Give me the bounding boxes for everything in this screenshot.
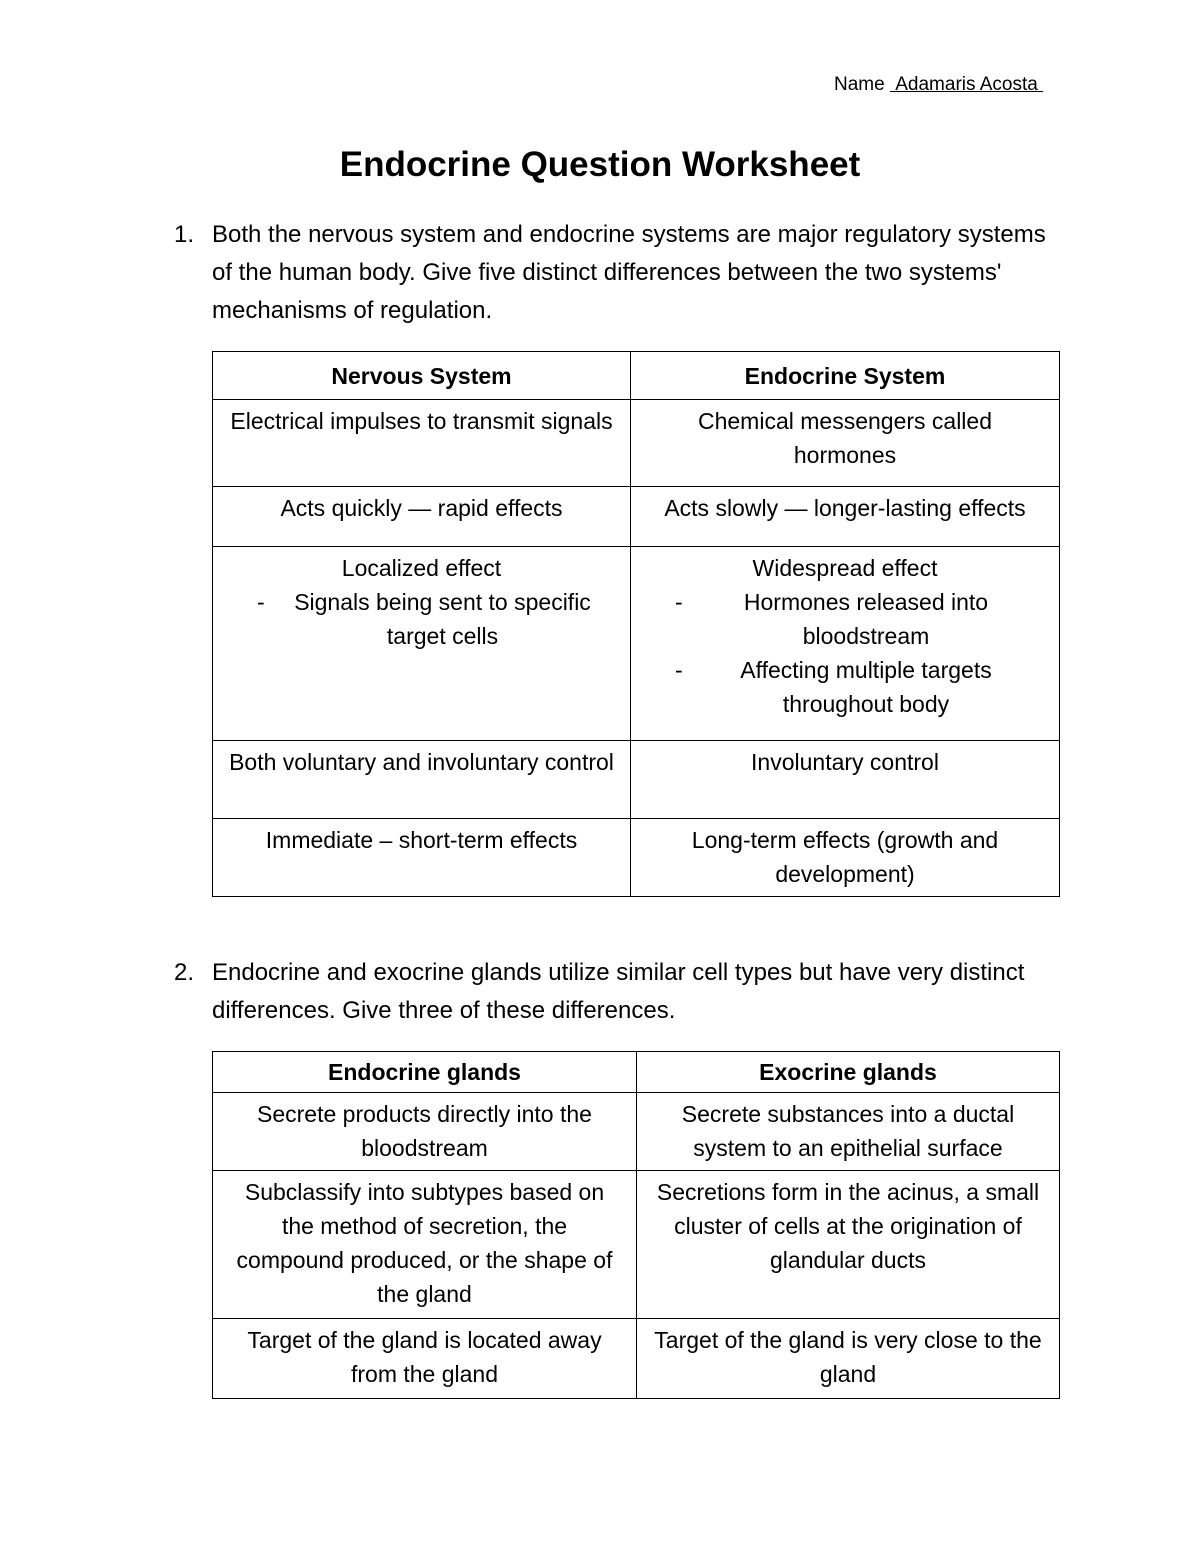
table-cell: Acts quickly — rapid effects: [213, 487, 631, 547]
sub-list-item: - Hormones released into bloodstream: [645, 585, 1045, 653]
question-1-text: Both the nervous system and endocrine systems are major regulatory systems of the human body. Give five distinct differences between the two systems' mechanisms of regulation.: [212, 221, 1046, 324]
table-header-cell: Endocrine System: [631, 352, 1060, 400]
nervous-vs-endocrine-table: [212, 351, 1060, 897]
table-row: [213, 400, 1060, 487]
table-cell: Secrete substances into a ductal system to an epithelial surface: [637, 1093, 1060, 1171]
sub-list: [645, 585, 1045, 721]
question-1: [174, 216, 1064, 330]
table-cell-heading: Widespread effect: [752, 555, 938, 581]
table-row: [213, 547, 1060, 741]
table-row: [213, 1171, 1060, 1319]
table-row: [213, 1319, 1060, 1399]
table-cell: Target of the gland is located away from the gland: [213, 1319, 637, 1399]
table-cell: Long-term effects (growth and development): [631, 819, 1060, 897]
table-row: [213, 487, 1060, 547]
table-row: [213, 1093, 1060, 1171]
table-cell: Electrical impulses to transmit signals: [213, 400, 631, 487]
question-1-number: 1.: [174, 221, 195, 248]
table-header-cell: Nervous System: [213, 352, 631, 400]
name-label: Name: [834, 74, 885, 95]
table-cell: [213, 547, 631, 741]
table-cell: Both voluntary and involuntary control: [213, 741, 631, 819]
table-header-row: [213, 1052, 1060, 1093]
sub-list: [227, 585, 616, 653]
table-header-cell: Exocrine glands: [637, 1052, 1060, 1093]
table-cell: Target of the gland is very close to the gland: [637, 1319, 1060, 1399]
table-header-cell: Endocrine glands: [213, 1052, 637, 1093]
table-cell: Chemical messengers called hormones: [631, 400, 1060, 487]
sub-list-item: - Affecting multiple targets throughout body: [645, 653, 1045, 721]
name-field: [834, 74, 1043, 96]
table-cell: Secrete products directly into the bloodstream: [213, 1093, 637, 1171]
question-2-number: 2.: [174, 959, 195, 986]
table-header-row: [213, 352, 1060, 400]
table-cell: Involuntary control: [631, 741, 1060, 819]
table-cell-heading: Localized effect: [341, 555, 502, 581]
table-row: [213, 741, 1060, 819]
question-2-text: Endocrine and exocrine glands utilize similar cell types but have very distinct differences. Give three of these differences.: [212, 959, 1025, 1024]
endocrine-vs-exocrine-table: [212, 1051, 1060, 1399]
table-cell: Acts slowly — longer-lasting effects: [631, 487, 1060, 547]
table-row: [213, 819, 1060, 897]
table-cell: Immediate – short-term effects: [213, 819, 631, 897]
name-value: Adamaris Acosta: [895, 74, 1038, 95]
question-2: [174, 954, 1064, 1030]
sub-list-item: - Signals being sent to specific target cells: [227, 585, 616, 653]
table-cell: Subclassify into subtypes based on the method of secretion, the compound produced, or the shape of the gland: [213, 1171, 637, 1319]
table-cell: Secretions form in the acinus, a small cluster of cells at the origination of glandular ducts: [637, 1171, 1060, 1319]
table-cell: [631, 547, 1060, 741]
page-title: Endocrine Question Worksheet: [339, 145, 861, 184]
